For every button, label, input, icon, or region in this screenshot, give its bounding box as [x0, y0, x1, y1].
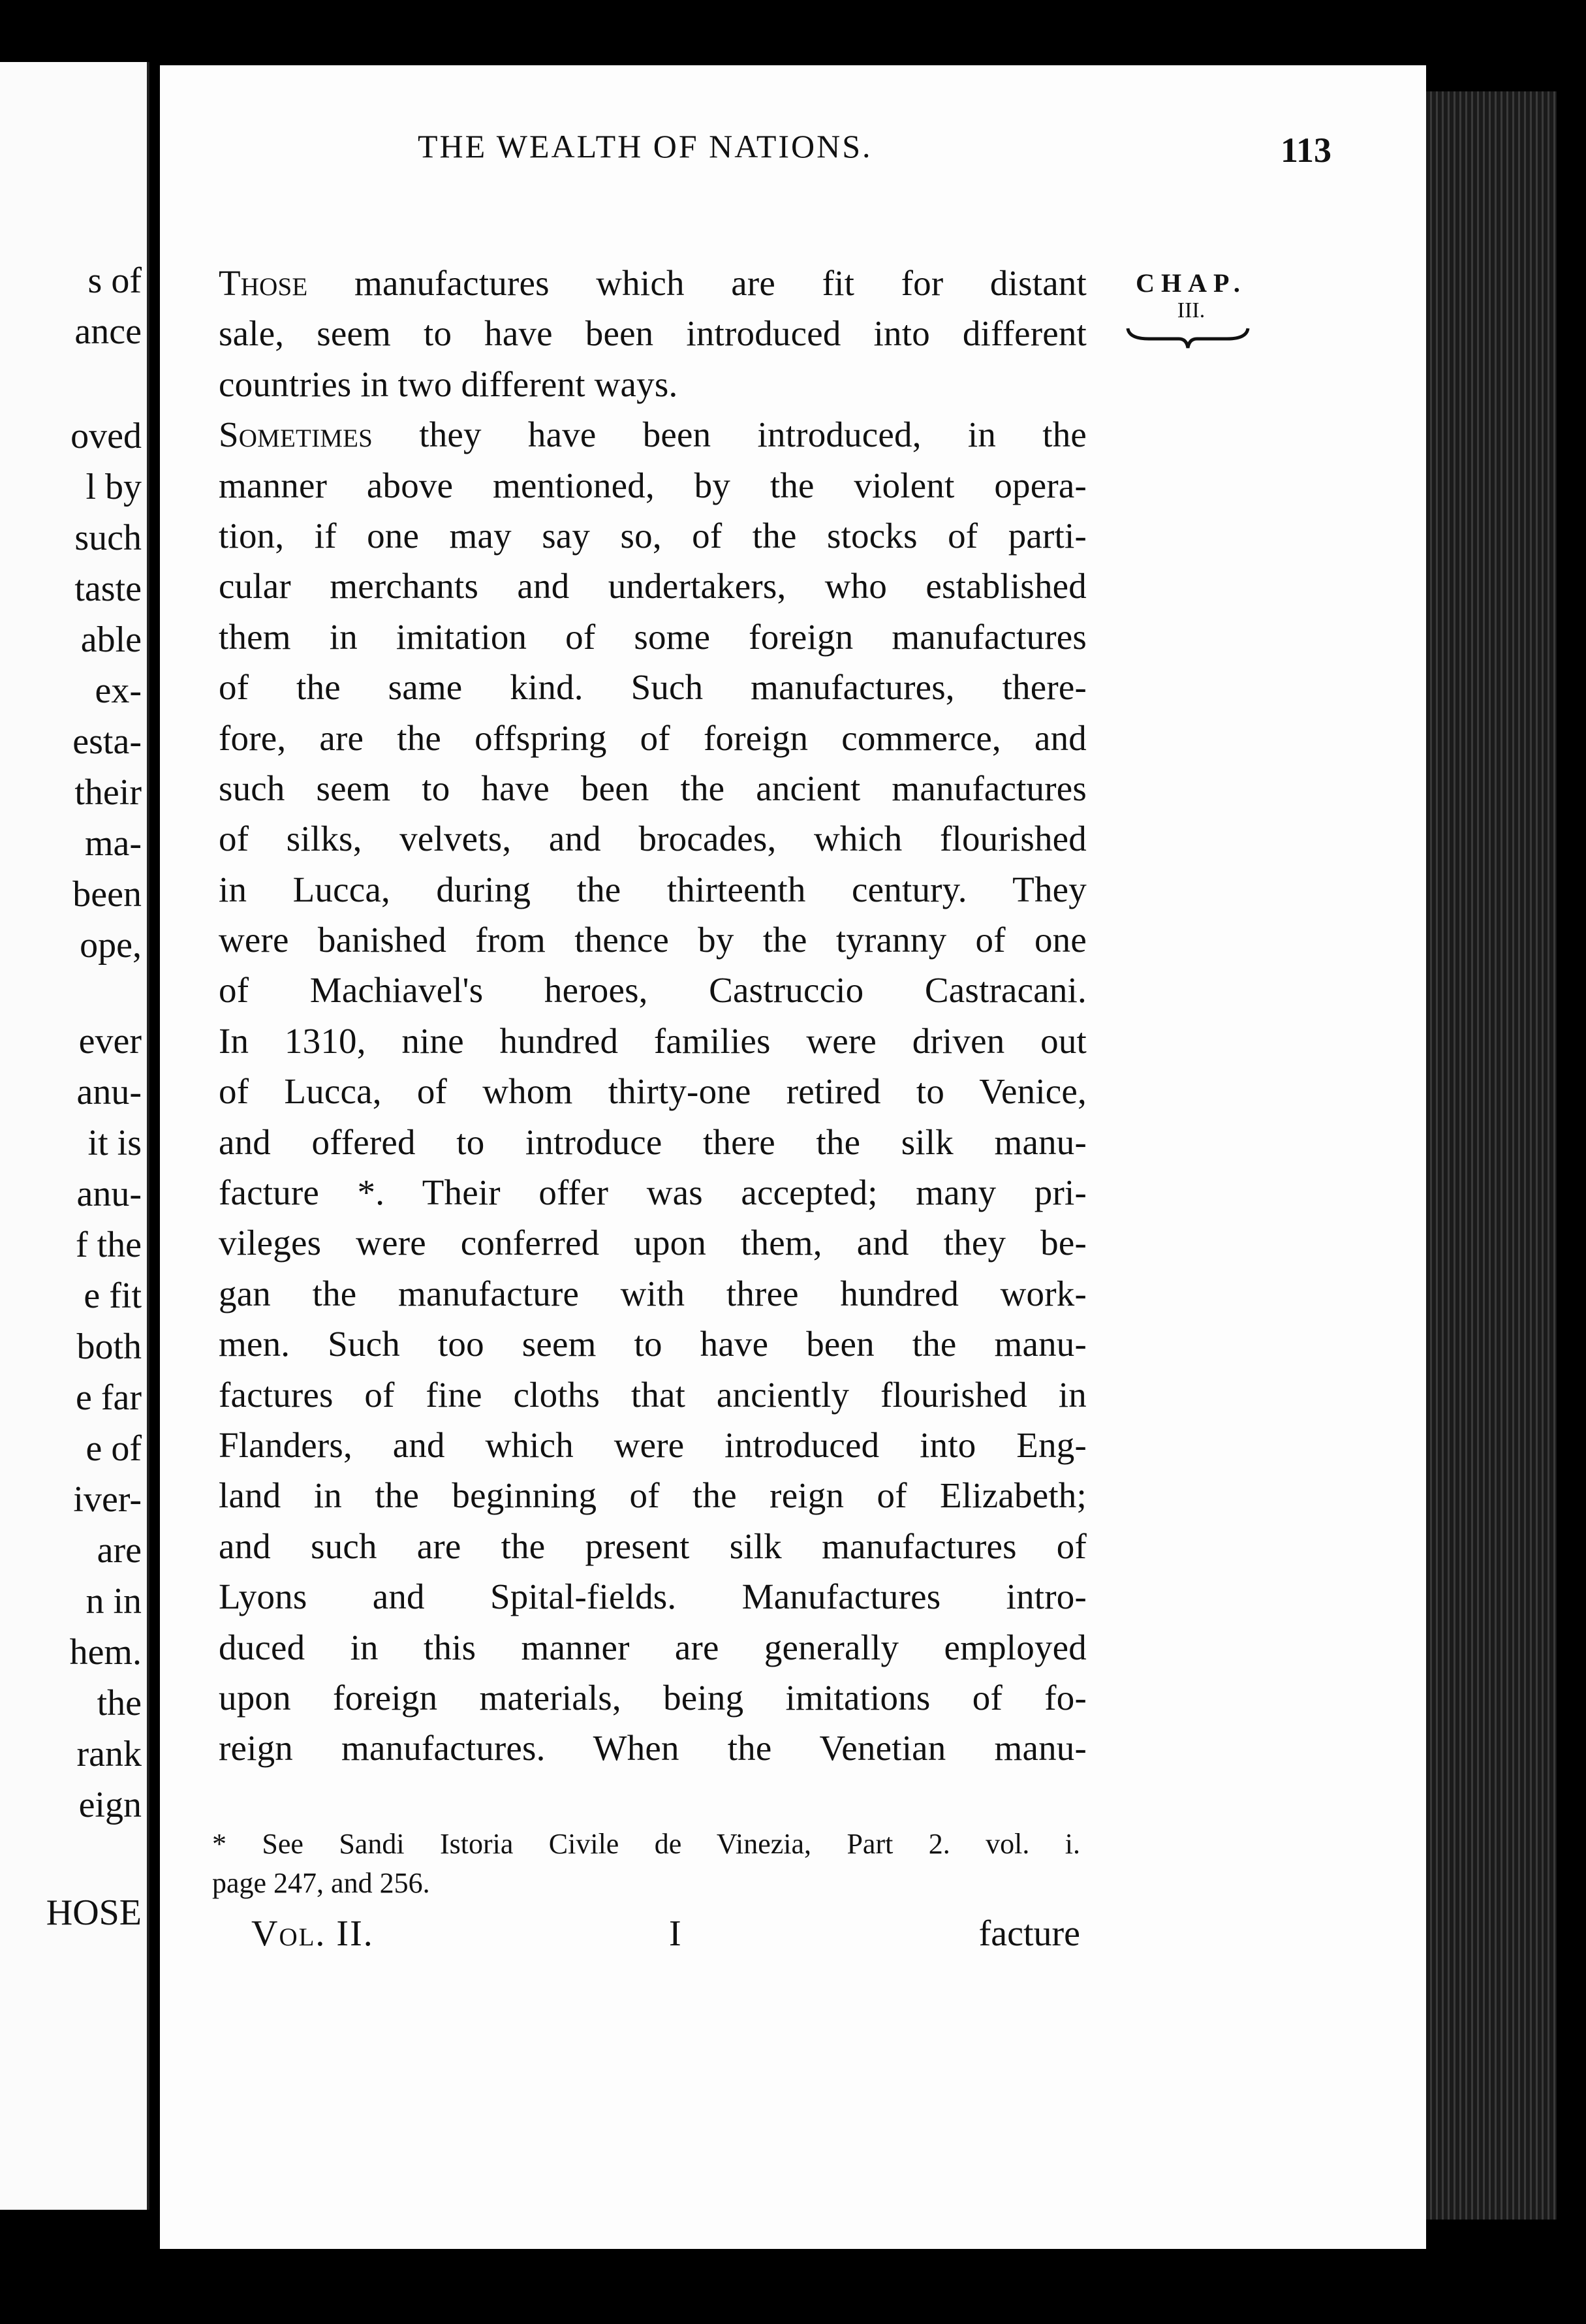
facing-page-line: the	[97, 1683, 142, 1723]
text-line	[219, 561, 1087, 611]
text-line	[219, 258, 1087, 308]
body-text	[219, 258, 1087, 1774]
line-text: of silks, velvets, and brocades, which flourished	[219, 819, 1087, 859]
facing-page-line: both	[76, 1327, 142, 1367]
text-line	[219, 1622, 1087, 1672]
line-text: in Lucca, during the thirteenth century. They	[219, 869, 1087, 909]
facing-page-line: anu-	[76, 1072, 142, 1112]
text-line	[219, 460, 1087, 510]
line-text: upon foreign materials, being imitations of fo-	[219, 1677, 1087, 1718]
line-text: fore, are the offspring of foreign commerce, and	[219, 717, 1087, 758]
facing-page-line: ever	[78, 1021, 142, 1061]
facing-page-line: oved	[70, 416, 142, 456]
page-footer	[251, 1913, 1080, 1965]
line-text: manner above mentioned, by the violent opera-	[219, 465, 1087, 505]
paragraph-lead-word: Those	[219, 263, 308, 303]
line-text: land in the beginning of the reign of Elizabeth;	[219, 1475, 1087, 1516]
text-line	[219, 1319, 1087, 1369]
facing-page-line: are	[97, 1530, 142, 1571]
line-text: and offered to introduce there the silk manu-	[219, 1122, 1087, 1162]
facing-page-line: n in	[86, 1581, 142, 1622]
facing-page-line: taste	[74, 569, 142, 609]
text-line	[219, 1723, 1087, 1773]
facing-page-line: able	[80, 620, 142, 660]
page-edges	[1426, 91, 1557, 2220]
line-text: manufactures which are fit for distant	[307, 263, 1087, 303]
facing-page-line: ex-	[95, 670, 142, 711]
text-line	[219, 612, 1087, 662]
text-line	[219, 1571, 1087, 1622]
line-text: and such are the present silk manufactures of	[219, 1526, 1087, 1566]
text-line	[219, 864, 1087, 915]
text-line	[219, 1420, 1087, 1470]
page-header-title: THE WEALTH OF NATIONS.	[418, 128, 873, 165]
text-line	[219, 713, 1087, 763]
line-text: factures of fine cloths that anciently flourished in	[219, 1374, 1087, 1415]
line-text: Flanders, and which were introduced into Eng-	[219, 1424, 1087, 1465]
facing-page-line: l by	[86, 467, 142, 507]
facing-page-line: f the	[75, 1225, 142, 1265]
line-text: vileges were conferred upon them, and they be-	[219, 1223, 1087, 1263]
text-line	[219, 308, 1087, 358]
facing-page-line: hem.	[69, 1632, 142, 1672]
text-line	[219, 1066, 1087, 1116]
text-line	[219, 1117, 1087, 1167]
footnote-line: page 247, and 256.	[212, 1867, 430, 1899]
facing-page-line: HOSE	[46, 1892, 142, 1933]
line-text: were banished from thence by the tyranny of one	[219, 920, 1087, 960]
facing-page-line: s of	[87, 260, 142, 301]
line-text: In 1310, nine hundred families were driven out	[219, 1020, 1087, 1061]
facing-page-line: been	[72, 874, 142, 915]
line-text: of Machiavel's heroes, Castruccio Castracani.	[219, 970, 1087, 1011]
page-number: 113	[1280, 131, 1331, 170]
facing-page-line: e fit	[84, 1276, 142, 1316]
volume-label: Vol. II.	[251, 1913, 374, 1954]
line-text: of the same kind. Such manufactures, there-	[219, 667, 1087, 708]
chapter-number: III.	[1177, 298, 1205, 322]
text-line	[219, 915, 1087, 965]
line-text: sale, seem to have been introduced into different	[219, 313, 1087, 354]
facing-page-line: such	[74, 518, 142, 558]
paragraph-lead-word: Sometimes	[219, 415, 373, 455]
line-text: countries in two different ways.	[219, 364, 678, 404]
text-line	[219, 813, 1087, 864]
line-text: of Lucca, of whom thirty-one retired to Venice,	[219, 1071, 1087, 1112]
line-text: them in imitation of some foreign manufactures	[219, 616, 1087, 657]
text-line	[219, 510, 1087, 561]
catchword: facture	[978, 1913, 1080, 1954]
footnote	[212, 1825, 1080, 1903]
line-text: men. Such too seem to have been the manu-	[219, 1324, 1087, 1364]
text-line	[219, 1016, 1087, 1066]
text-line	[219, 409, 1087, 460]
signature-mark: I	[669, 1913, 681, 1954]
line-text: reign manufactures. When the Venetian manu-	[219, 1728, 1087, 1768]
text-line	[219, 662, 1087, 712]
text-line	[219, 763, 1087, 813]
line-text: they have been introduced, in the	[373, 415, 1087, 455]
facing-page-line: iver-	[73, 1479, 142, 1520]
facing-page-line: eign	[78, 1785, 142, 1825]
text-line	[219, 965, 1087, 1015]
text-line	[219, 1470, 1087, 1520]
text-line	[219, 359, 1087, 409]
facing-page-line: ope,	[80, 925, 142, 966]
facing-page-line: rank	[76, 1734, 142, 1774]
facing-page-line: e of	[86, 1428, 142, 1469]
facing-page-line: anu-	[76, 1174, 142, 1214]
brace-icon	[1123, 324, 1253, 351]
text-line	[219, 1167, 1087, 1217]
facing-page-line: ance	[74, 311, 142, 352]
facing-page-line: their	[74, 772, 142, 813]
text-line	[219, 1268, 1087, 1319]
running-head	[255, 127, 1331, 180]
text-line	[219, 1672, 1087, 1723]
text-line	[219, 1521, 1087, 1571]
facing-page-line: e far	[75, 1377, 142, 1418]
text-line	[219, 1370, 1087, 1420]
line-text: duced in this manner are generally employed	[219, 1627, 1087, 1667]
line-text: such seem to have been the ancient manufactures	[219, 768, 1087, 808]
line-text: tion, if one may say so, of the stocks of parti-	[219, 515, 1087, 556]
line-text: facture *. Their offer was accepted; many pri-	[219, 1172, 1087, 1213]
line-text: Lyons and Spital-fields. Manufactures intro-	[219, 1577, 1087, 1617]
chapter-marker	[1123, 268, 1260, 351]
facing-page-line: esta-	[72, 721, 142, 762]
footnote-line: * See Sandi Istoria Civile de Vinezia, Part 2. vol. i.	[212, 1828, 1080, 1860]
text-line	[219, 1217, 1087, 1268]
facing-page-line: ma-	[84, 823, 142, 864]
facing-page-line: it is	[87, 1123, 142, 1163]
line-text: cular merchants and undertakers, who established	[219, 566, 1087, 606]
chapter-label: CHAP.	[1136, 268, 1247, 298]
line-text: gan the manufacture with three hundred work-	[219, 1273, 1087, 1313]
facing-page-fragment	[0, 62, 149, 2210]
